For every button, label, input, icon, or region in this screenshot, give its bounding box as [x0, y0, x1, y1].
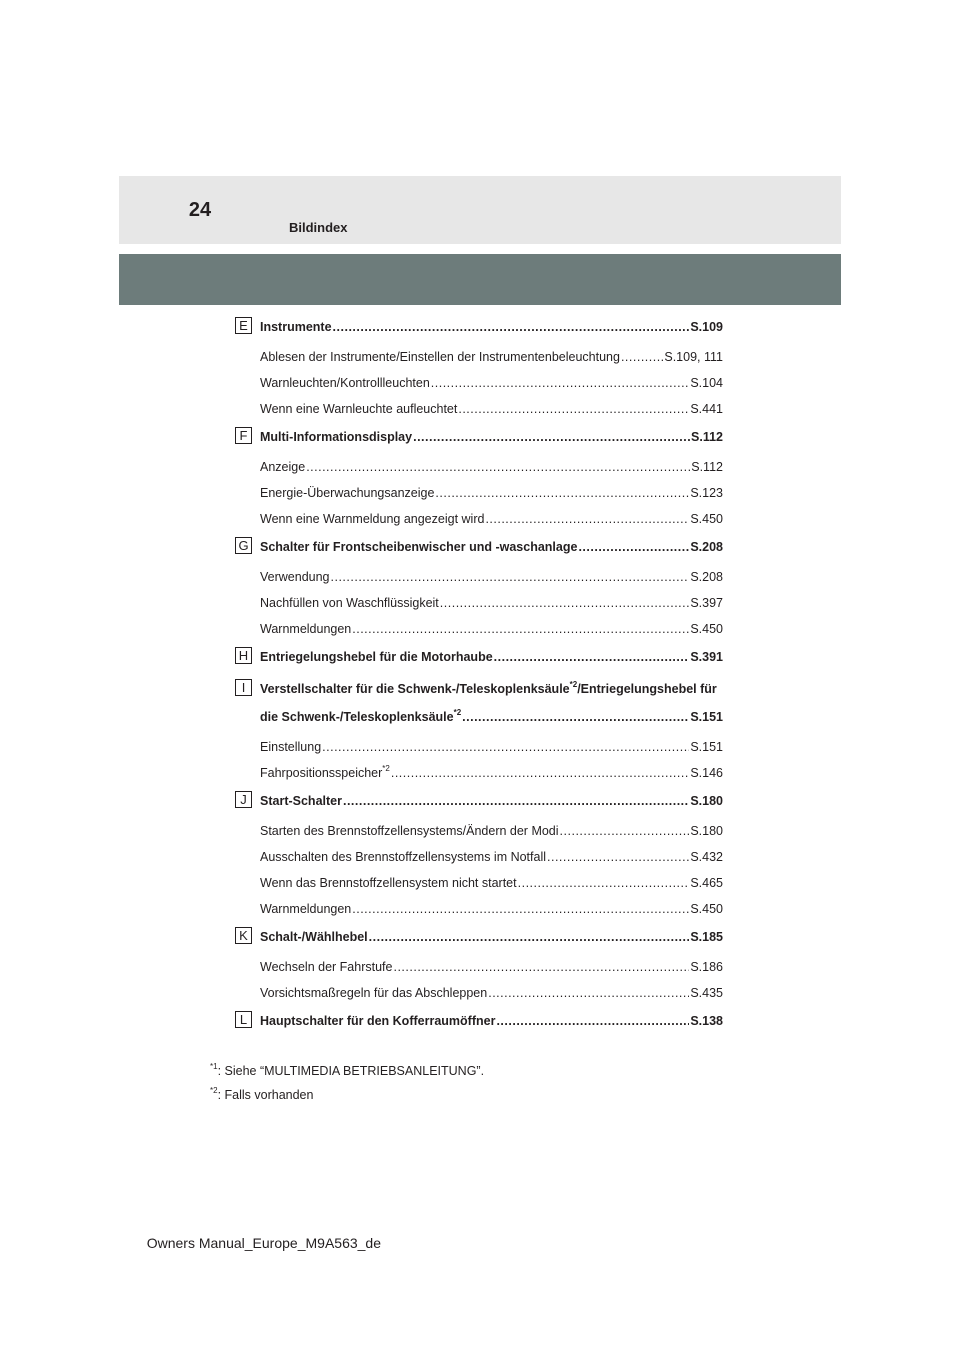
- header-band: [119, 254, 841, 305]
- item-label: Schalt-/Wählhebel: [260, 930, 368, 944]
- leader-dots: [369, 926, 690, 948]
- index-main-item[interactable]: [235, 1010, 723, 1038]
- footnote-text: : Falls vorhanden: [217, 1088, 314, 1102]
- index-sub-item[interactable]: [235, 616, 723, 642]
- letter-marker: H: [235, 647, 252, 664]
- letter-marker: E: [235, 317, 252, 334]
- item-label: Ausschalten des Brennstoffzellensystems im Notfall: [260, 850, 547, 864]
- leader-dots: [333, 316, 690, 338]
- leader-dots: [458, 396, 689, 422]
- leader-dots: [462, 706, 689, 728]
- index-sub-item[interactable]: [235, 480, 723, 506]
- page-ref: S.138: [690, 1014, 723, 1028]
- item-label: Warnmeldungen: [260, 902, 352, 916]
- page-ref: S.435: [690, 986, 723, 1000]
- item-label: Entriegelungshebel für die Motorhaube: [260, 650, 493, 664]
- leader-dots: [496, 1010, 689, 1032]
- item-label: Verstellschalter für die Schwenk-/Teleskoplenksäule$^{*2}$/Entriegelungshebel für: [260, 680, 717, 696]
- index-entry-i: [235, 678, 723, 786]
- page-ref: S.186: [690, 960, 723, 974]
- item-label: Vorsichtsmaßregeln für das Abschleppen: [260, 986, 488, 1000]
- page-header: [119, 176, 841, 244]
- leader-dots: [343, 790, 689, 812]
- index-sub-item[interactable]: [235, 344, 723, 370]
- page-ref: S.185: [690, 930, 723, 944]
- index-entry-j: [235, 790, 723, 922]
- footnote-mark: *2: [210, 1086, 218, 1095]
- page-ref: S.112: [691, 460, 723, 474]
- item-label: Multi-Informationsdisplay: [260, 430, 413, 444]
- index-sub-item[interactable]: [235, 564, 723, 590]
- page-ref: S.112: [691, 430, 723, 444]
- page-ref: S.109: [690, 320, 723, 334]
- leader-dots: [621, 344, 663, 370]
- leader-dots: [413, 426, 690, 448]
- index-entry-e: [235, 316, 723, 422]
- page-ref: S.450: [690, 902, 723, 916]
- leader-dots: [547, 844, 689, 870]
- footnote: [210, 1059, 484, 1083]
- page-ref: S.391: [690, 650, 723, 664]
- leader-dots: [352, 896, 689, 922]
- leader-dots: [578, 536, 689, 558]
- index-main-item[interactable]: [235, 790, 723, 818]
- index-main-item[interactable]: [235, 426, 723, 454]
- leader-dots: [518, 870, 690, 896]
- item-label: Nachfüllen von Waschflüssigkeit: [260, 596, 439, 610]
- index-sub-item[interactable]: [235, 980, 723, 1006]
- item-label: Wechseln der Fahrstufe: [260, 960, 393, 974]
- letter-marker: I: [235, 679, 252, 696]
- leader-dots: [393, 954, 689, 980]
- page-ref: S.450: [690, 622, 723, 636]
- index-sub-item[interactable]: [235, 760, 723, 786]
- item-label: Start-Schalter: [260, 794, 342, 808]
- page-ref: S.180: [690, 824, 723, 838]
- index-entry-l: [235, 1010, 723, 1038]
- item-label: Starten des Brennstoffzellensystems/Ändern der Modi: [260, 824, 559, 838]
- index-sub-item[interactable]: [235, 370, 723, 396]
- page-ref: S.180: [690, 794, 723, 808]
- index-sub-item[interactable]: [235, 454, 723, 480]
- letter-marker: K: [235, 927, 252, 944]
- footnote-mark: *1: [210, 1062, 218, 1071]
- page-ref: S.151: [690, 740, 723, 754]
- page-ref: S.104: [690, 376, 723, 390]
- footnote: [210, 1083, 484, 1107]
- letter-marker: L: [235, 1011, 252, 1028]
- item-label: Schalter für Frontscheibenwischer und -waschanlage: [260, 540, 578, 554]
- index-sub-item[interactable]: [235, 506, 723, 532]
- page-ref: S.208: [690, 540, 723, 554]
- index-sub-item[interactable]: [235, 590, 723, 616]
- page-ref: S.397: [690, 596, 723, 610]
- item-label: Hauptschalter für den Kofferraumöffner: [260, 1014, 496, 1028]
- item-label: Fahrpositionsspeicher$^{*2}$: [260, 764, 390, 780]
- item-label: Warnmeldungen: [260, 622, 352, 636]
- leader-dots: [431, 370, 690, 396]
- index-entry-g: [235, 536, 723, 642]
- page-ref: S.450: [690, 512, 723, 526]
- page-ref: S.151: [690, 710, 723, 724]
- leader-dots: [435, 480, 689, 506]
- leader-dots: [494, 646, 690, 668]
- index-main-item-line1[interactable]: [235, 678, 723, 706]
- page-ref: S.432: [690, 850, 723, 864]
- leader-dots: [322, 734, 689, 760]
- index-main-item[interactable]: [235, 316, 723, 344]
- item-label: Anzeige: [260, 460, 306, 474]
- index-sub-item[interactable]: [235, 870, 723, 896]
- leader-dots: [391, 760, 689, 786]
- index-main-item[interactable]: [235, 536, 723, 564]
- index-entry-h: [235, 646, 723, 674]
- index-sub-item[interactable]: [235, 396, 723, 422]
- footnotes: [210, 1059, 484, 1107]
- leader-dots: [485, 506, 689, 532]
- item-label: Warnleuchten/Kontrollleuchten: [260, 376, 430, 390]
- page-ref: S.441: [690, 402, 723, 416]
- page-ref: S.123: [690, 486, 723, 500]
- index-main-item[interactable]: [235, 926, 723, 954]
- footnote-text: : Siehe “MULTIMEDIA BETRIEBSANLEITUNG”.: [217, 1064, 485, 1078]
- index-entry-f: [235, 426, 723, 532]
- leader-dots: [560, 818, 690, 844]
- footer-text: Owners Manual_Europe_M9A563_de: [146, 1235, 381, 1251]
- letter-marker: J: [235, 791, 252, 808]
- leader-dots: [352, 616, 689, 642]
- item-label: Wenn eine Warnleuchte aufleuchtet: [260, 402, 458, 416]
- item-label: Verwendung: [260, 570, 330, 584]
- index-sub-item[interactable]: [235, 954, 723, 980]
- letter-marker: F: [235, 427, 252, 444]
- page-ref: S.146: [690, 766, 723, 780]
- item-label: Wenn das Brennstoffzellensystem nicht startet: [260, 876, 517, 890]
- item-label: die Schwenk-/Teleskoplenksäule$^{*2}$: [260, 708, 462, 724]
- item-label: Energie-Überwachungsanzeige: [260, 486, 435, 500]
- index-sub-item[interactable]: [235, 844, 723, 870]
- item-label: Einstellung: [260, 740, 322, 754]
- item-label: Instrumente: [260, 320, 332, 334]
- item-label: Ablesen der Instrumente/Einstellen der Instrumentenbeleuchtung: [260, 350, 620, 364]
- index-sub-item[interactable]: [235, 818, 723, 844]
- page-ref: S.208: [690, 570, 723, 584]
- picture-index-list: [235, 316, 723, 1038]
- page-number: 24: [188, 198, 212, 221]
- index-sub-item[interactable]: [235, 896, 723, 922]
- page-ref: S.465: [690, 876, 723, 890]
- index-entry-k: [235, 926, 723, 1006]
- leader-dots: [488, 980, 689, 1006]
- index-main-item-line2[interactable]: [235, 706, 723, 734]
- leader-dots: [440, 590, 690, 616]
- index-sub-item[interactable]: [235, 734, 723, 760]
- page-ref: S.109, 111: [664, 350, 723, 364]
- leader-dots: [331, 564, 690, 590]
- section-title: Bildindex: [289, 220, 348, 235]
- letter-marker: G: [235, 537, 252, 554]
- leader-dots: [306, 454, 690, 480]
- item-label: Wenn eine Warnmeldung angezeigt wird: [260, 512, 485, 526]
- index-main-item[interactable]: [235, 646, 723, 674]
